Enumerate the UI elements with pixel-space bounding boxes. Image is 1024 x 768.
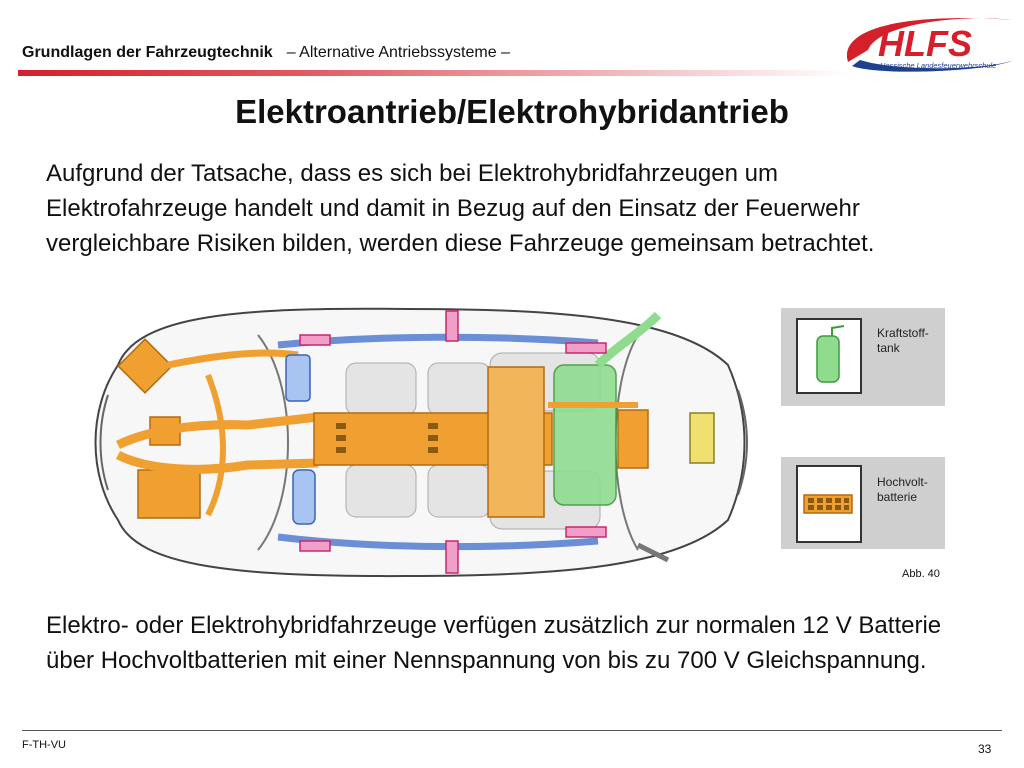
legend-hv-battery-label: Hochvolt- batterie — [877, 475, 928, 504]
legend-hv-battery-swatch-box — [796, 465, 862, 543]
hlfs-logo — [838, 10, 1018, 76]
intro-paragraph: Aufgrund der Tatsache, dass es sich bei Elektrohybridfahrzeugen um Elektrofahrzeuge handelt und damit in Bezug auf den Einsatz der Feuerwehr vergleichbare Risiken bilden, werden diese Fahrzeuge gemeinsam betrachtet. — [46, 160, 875, 257]
legend-fuel-tank-label: Kraftstoff- tank — [877, 326, 929, 355]
header-divider — [18, 70, 848, 76]
page-number: 33 — [978, 742, 992, 756]
legend-fuel-tank — [781, 308, 945, 406]
footer-divider — [22, 730, 1002, 731]
figure-caption: Abb. 40 — [902, 568, 940, 580]
footer-code: F-TH-VU — [22, 739, 66, 751]
legend-fuel-tank-swatch-box — [796, 318, 862, 394]
summary-paragraph: Elektro- oder Elektrohybridfahrzeuge verfügen zusätzlich zur normalen 12 V Batterie über Hochvoltbatterien mit einer Nennspannung von bis zu 700 V Gleichspannung. — [46, 612, 942, 674]
logo-subtext: Hessische Landesfeuerwehrschule — [880, 61, 997, 70]
vehicle-cutaway-diagram — [78, 305, 754, 580]
fuel-tank-icon — [798, 320, 860, 392]
hv-battery-icon — [798, 467, 860, 541]
course-subtitle: – Alternative Antriebssysteme – — [286, 44, 510, 61]
slide-header — [22, 44, 510, 62]
legend-hv-battery — [781, 457, 945, 549]
slide-title: Elektroantrieb/Elektrohybridantrieb — [235, 93, 789, 130]
course-title: Grundlagen der Fahrzeugtechnik — [22, 44, 273, 61]
logo-text: HLFS — [878, 23, 972, 64]
